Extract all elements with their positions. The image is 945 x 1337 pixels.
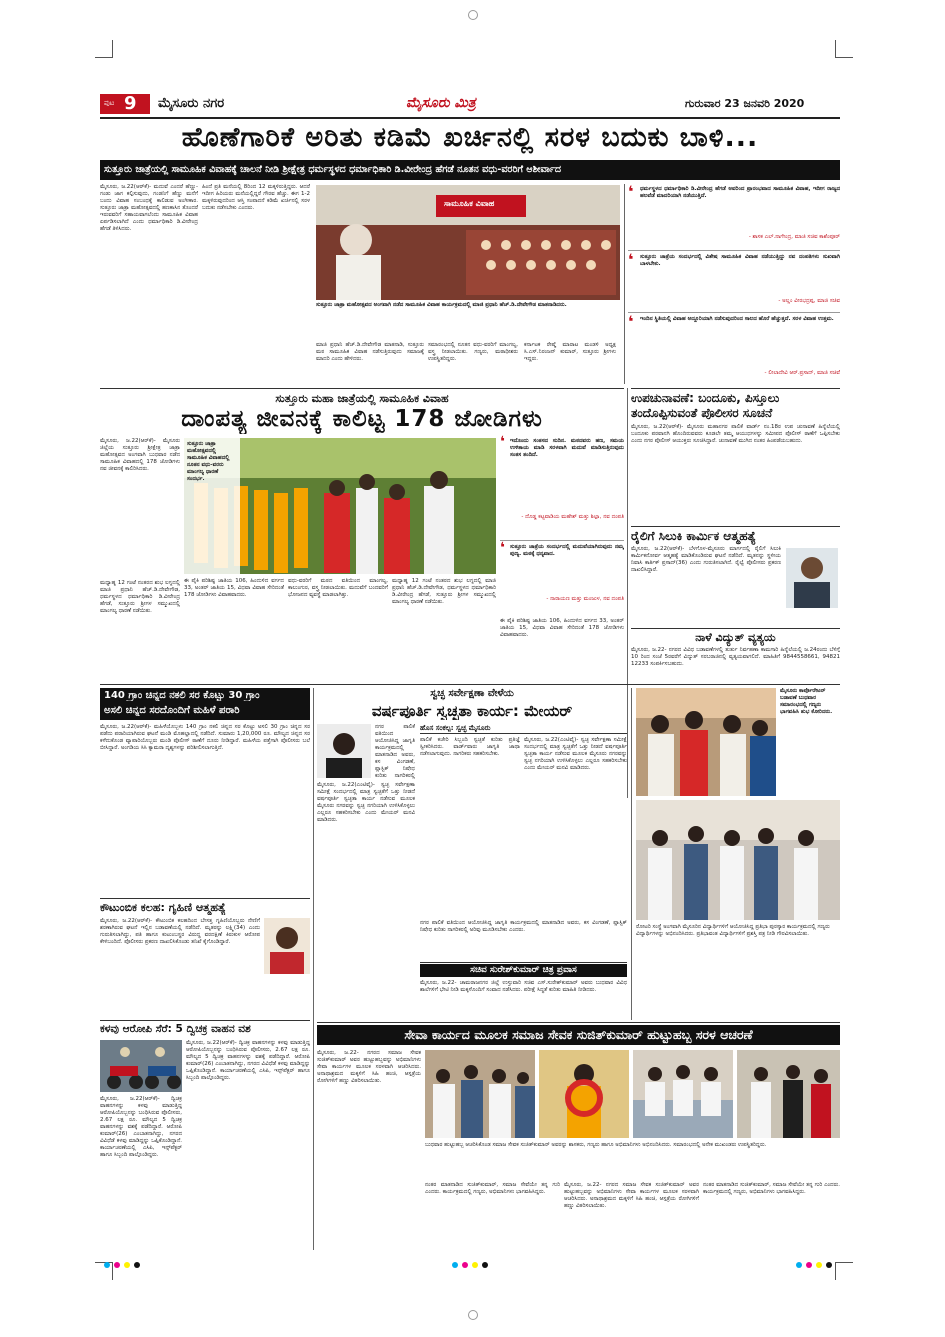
theft-body: ಮೈಸೂರು, ಜ.22(ಆರ್‌ಕೆ)- ದ್ವಿಚಕ್ರ ವಾಹನಗಳನ್ನು ಕಳವು ಮಾಡುತ್ತಿದ್ದ ಆರೋಪಿಯೊಬ್ಬನನ್ನು ಬಂಧಿಸಿರುವ ಪೊಲೀಸರು, 2.67 ಲಕ್ಷ ರೂ. ಮೌಲ್ಯದ 5 ದ್ವಿಚಕ್ರ ವಾಹನಗಳನ್ನು ವಶಕ್ಕೆ ಪಡೆದಿದ್ದಾರೆ. ಆರೋಪಿ ಕುಮಾರ್(26) ಎಂಬಾತನಾಗಿದ್ದು, ನಗರದ ವಿವಿಧೆಡೆ ಕಳವು ಮಾಡಿದ್ದನ್ನು ಒಪ್ಪಿಕೊಂಡಿದ್ದಾನೆ. ಕಾರ್ಯಾಚರಣೆಯಲ್ಲಿ ಎಸಿಪಿ, ಇನ್ಸ್‌ಪೆಕ್ಟರ್ ಹಾಗೂ ಸಿಬ್ಬಂದಿ ಪಾಲ್ಗೊಂಡಿದ್ದರು.	[186, 1040, 310, 1081]
crop-mark-bottom-right	[835, 1262, 853, 1280]
mayor-box-body: ಪಾಲಿಕೆ ಕಚೇರಿ ಸಿಬ್ಬಂದಿ ಸ್ವಚ್ಛತೆ ಕುರಿತು ಪ್ರತಿಜ್ಞೆ ಸ್ವೀಕರಿಸಿದರು. ವಾರ್ಡ್‌ವಾರು ಜಾಗೃತಿ ಜಾಥಾ ನಡೆಸಲಾಗುವುದು. ನಾಗರಿಕರು ಸಹಕರಿಸಬೇಕು.	[420, 737, 520, 757]
story2-quote-1-by: - ದೊಡ್ಡ ಕಟ್ಟವಾಡಿಯ ಮಹೇಶ್ ಮತ್ತು ಶಿಲ್ಪಾ, ನವ ದಂಪತಿ	[521, 514, 624, 520]
section-rule-5	[420, 962, 627, 963]
lead-photo	[316, 185, 620, 300]
crop-mark-top-right	[835, 40, 853, 58]
suicide-headline: ರೈಲಿಗೆ ಸಿಲುಕಿ ಕಾರ್ಮಿಕ ಆತ್ಮಹತ್ಯೆ	[631, 529, 757, 543]
police-headline-2: ತಂದೊಪ್ಪಿಸುವಂತೆ ಪೊಲೀಸರ ಸೂಚನೆ	[631, 406, 773, 420]
bikes-photo-art	[100, 1040, 182, 1092]
mayor-kicker: ಸ್ವಚ್ಛ ಸರ್ವೇಕ್ಷಣಾ ವೇಳೆಯ	[430, 688, 514, 699]
lead-body-col-2: ಹಿಂದೆ ಪ್ರತಿ ಮನೆಯಲ್ಲಿ 8ರಿಂದ 12 ಮಕ್ಕಳಿರುತ್ತಿದ್ದರು. ಆದರೆ ಇದೀಗ ಹಿರಿಯರು ಮನೆಯಲ್ಲಿದ್ದರೆ ಗೌರವ ಹೆಚ್ಚು. ಈಗ 1-2 ಮಕ್ಕಳಿರುವುದರಿಂದ ಆಸ್ತಿ ಸಂಪಾದನೆ ಕಡಿಮೆ ಖರ್ಚಿನಲ್ಲಿ ಸರಳ ಬದುಕು ನಡೆಸಬೇಕು ಎಂದರು.	[202, 184, 310, 211]
section-rule-6	[317, 1022, 840, 1023]
lead-quote-2-text: ಸುತ್ತೂರು ಜಾತ್ರೆಯ ಸಂದರ್ಭದಲ್ಲಿ ವಿಶೇಷ ಸಾಮೂಹಿಕ ವಿವಾಹ ನಡೆಯುತ್ತಿದ್ದು ನವ ದಂಪತಿಗಳು ಸುಖವಾಗಿ ಬಾಳಬೇಕು.	[640, 254, 840, 267]
story2-body-col-1b: ಮಧ್ಯಾಹ್ನ 12 ಗಂಟೆ ನಂತರದ ಶುಭ ಲಗ್ನದಲ್ಲಿ ಮಾಜಿ ಪ್ರಧಾನಿ ಹೆಚ್.ಡಿ.ದೇವೇಗೌಡ, ಧರ್ಮಸ್ಥಳದ ಧರ್ಮಾಧಿಕಾರಿ ಡಿ.ವೀರೇಂದ್ರ ಹೆಗಡೆ, ಸುತ್ತೂರು ಶ್ರೀಗಳ ಸಮ್ಮುಖದಲ್ಲಿ ಮಾಂಗಲ್ಯ ಧಾರಣೆ ನಡೆಯಿತು.	[100, 580, 180, 614]
right-photo-2-caption: ರೋಟರಿ ಸಂಸ್ಥೆ ಅಂಗವಾಗಿ ಮೈಸೂರಿನ ವಿದ್ಯಾರ್ಥಿಗಳಿಗೆ ಆಯೋಜಿಸಿದ್ದ ಪ್ರತಿಭಾ ಪುರಸ್ಕಾರ ಕಾರ್ಯಕ್ರಮದಲ್ಲಿ ಗಣ್ಯರು ವಿದ್ಯಾರ್ಥಿಗಳನ್ನು ಅಭಿನಂದಿಸಿದರು. ಪ್ರತಿಭಾವಂತ ವಿದ್ಯಾರ್ಥಿಗಳಿಗೆ ಪ್ರಶಸ್ತಿ ಪತ್ರ ನೀಡಿ ಗೌರವಿಸಲಾಯಿತು.	[636, 924, 830, 937]
lead-quote-3-by: - ಲೀಲಾದೇವಿ ಆರ್.ಪ್ರಸಾದ್, ಮಾಜಿ ಸಚಿವೆ	[764, 370, 840, 376]
gold-body: ಮೈಸೂರು, ಜ.22(ಆರ್‌ಕೆ)- ಮಹಿಳೆಯೊಬ್ಬಳು 140 ಗ್ರಾಂ ನಕಲಿ ಚಿನ್ನದ ಸರ ಕೊಟ್ಟು ಅಸಲಿ 30 ಗ್ರಾಂ ಚಿನ್ನದ ಸರ ಪಡೆದು ಪರಾರಿಯಾಗಿರುವ ಘಟನೆ ಮಂಡಿ ಮೊಹಲ್ಲಾದಲ್ಲಿ ನಡೆದಿದೆ. ಸುಮಾರು 1,20,000 ರೂ. ಮೌಲ್ಯದ ಚಿನ್ನದ ಸರ ಕಳೆದುಕೊಂಡ ವ್ಯಾಪಾರಿಯೊಬ್ಬರು ಮಂಡಿ ಪೊಲೀಸ್ ಠಾಣೆಗೆ ದೂರು ನೀಡಿದ್ದಾರೆ. ಮಹಿಳೆಯ ಪತ್ತೆಗಾಗಿ ಪೊಲೀಸರು ಬಲೆ ಬೀಸಿದ್ದಾರೆ. ಅಂಗಡಿಯ ಸಿಸಿ ಕ್ಯಾಮರಾ ದೃಶ್ಯಗಳನ್ನು ಪರಿಶೀಲಿಸಲಾಗುತ್ತಿದೆ.	[100, 724, 310, 751]
right-column-divider-2	[631, 688, 632, 1020]
quote-mark-icon: ❛	[628, 182, 634, 201]
bottom-photo-4	[737, 1050, 840, 1138]
lead-quote-3	[628, 312, 840, 382]
person-photo-art	[264, 918, 310, 974]
artist-body: ಮೈಸೂರು, ಜ.22- ಚಾಮರಾಜನಗರ ಜಿಲ್ಲೆ ಉಸ್ತುವಾರಿ ಸಚಿವ ಎಸ್.ಸುರೇಶ್‌ಕುಮಾರ್ ಅವರು ಬುಧವಾರ ವಿವಿಧ ಶಾಲೆಗಳಿಗೆ ಭೇಟಿ ನೀಡಿ ಮಕ್ಕಳೊಂದಿಗೆ ಸಂವಾದ ನಡೆಸಿದರು. ಪರೀಕ್ಷೆ ಸಿದ್ಧತೆ ಕುರಿತು ಮಾಹಿತಿ ನೀಡಿದರು.	[420, 980, 627, 993]
lead-subheadline: ಸುತ್ತೂರು ಜಾತ್ರೆಯಲ್ಲಿ ಸಾಮೂಹಿಕ ವಿವಾಹಕ್ಕೆ ಚಾಲನೆ ನೀಡಿ ಶ್ರೀಕ್ಷೇತ್ರ ಧರ್ಮಸ್ಥಳದ ಧರ್ಮಾಧಿಕಾರಿ ಡಿ.ವೀರೇಂದ್ರ ಹೆಗಡೆ ನೂತನ ವಧು-ವರರಿಗೆ ಆಶೀರ್ವಾದ	[100, 160, 840, 180]
masthead-rule	[100, 117, 840, 119]
bottom-photo-2	[539, 1050, 629, 1138]
color-bar-right	[796, 1262, 836, 1268]
artist-headline: ಸಚಿವ ಸುರೇಶ್‌ಕುಮಾರ್ ಚಿತ್ರ ಪ್ರವಾಸ	[420, 964, 627, 977]
theft-body-2: ಮೈಸೂರು, ಜ.22(ಆರ್‌ಕೆ)- ದ್ವಿಚಕ್ರ ವಾಹನಗಳನ್ನು ಕಳವು ಮಾಡುತ್ತಿದ್ದ ಆರೋಪಿಯೊಬ್ಬನನ್ನು ಬಂಧಿಸಿರುವ ಪೊಲೀಸರು, 2.67 ಲಕ್ಷ ರೂ. ಮೌಲ್ಯದ 5 ದ್ವಿಚಕ್ರ ವಾಹನಗಳನ್ನು ವಶಕ್ಕೆ ಪಡೆದಿದ್ದಾರೆ. ಆರೋಪಿ ಕುಮಾರ್(26) ಎಂಬಾತನಾಗಿದ್ದು, ನಗರದ ವಿವಿಧೆಡೆ ಕಳವು ಮಾಡಿದ್ದನ್ನು ಒಪ್ಪಿಕೊಂಡಿದ್ದಾನೆ. ಕಾರ್ಯಾಚರಣೆಯಲ್ಲಿ ಎಸಿಪಿ, ಇನ್ಸ್‌ಪೆಕ್ಟರ್ ಹಾಗೂ ಸಿಬ್ಬಂದಿ ಪಾಲ್ಗೊಂಡಿದ್ದರು.	[100, 1096, 182, 1158]
event-photo-art	[636, 800, 840, 920]
section-rule-right-3	[631, 628, 840, 629]
story2-side-caption-box	[184, 438, 240, 574]
sweets-photo-art	[737, 1050, 840, 1138]
left-column-divider	[313, 688, 314, 1250]
story2-side-caption: ಸುತ್ತೂರು ಜಾತ್ರಾ ಮಹೋತ್ಸವದಲ್ಲಿ ಸಾಮೂಹಿಕ ವಿವಾಹದಲ್ಲಿ ನೂತನ ವಧು-ವರರು ಮಾಂಗಲ್ಯ ಧಾರಣೆ ಸಂದರ್ಭ.	[187, 441, 230, 482]
story2-body-col-3: ವಧು-ವರರಿಗೆ ಮಠದ ವತಿಯಿಂದ ಮಾಂಗಲ್ಯ, ಕಾಲುಂಗುರ, ವಸ್ತ್ರ ನೀಡಲಾಯಿತು. ಮದುವೆಗೆ ಬಂದವರಿಗೆ ಭೋಜನದ ವ್ಯವಸ್ಥೆ ಮಾಡಲಾಗಿತ್ತು.	[288, 578, 388, 598]
section-rule-right-2	[631, 526, 840, 527]
page-number: 9	[124, 93, 137, 114]
registration-mark-top	[468, 10, 478, 20]
lead-quote-3-text: ಇಂದಿನ ಸ್ಥಿತಿಯಲ್ಲಿ ವಿವಾಹ ಅದ್ದೂರಿಯಾಗಿ ನಡೆಸುವುದರಿಂದ ಸಾಲದ ಹೊರೆ ಹೆಚ್ಚುತ್ತದೆ. ಸರಳ ವಿವಾಹ ಉತ್ತಮ.	[640, 316, 834, 322]
lead-quote-2-by: - ಅಲ್ಲಂ ವೀರಭದ್ರಪ್ಪ, ಮಾಜಿ ಸಚಿವ	[778, 298, 840, 304]
right-photo-1-caption: ಮೈಸೂರು ಕಾರ್ಪೊರೇಟರ್ ಬಡಾವಣೆ ಬುಧವಾರ ಸಮಾರಂಭದಲ್ಲಿ ಗಣ್ಯರು ಭಾಗವಹಿಸಿ ಶುಭ ಕೋರಿದರು.	[780, 688, 833, 715]
section-rule-2	[100, 684, 840, 685]
bottom-body-2: ನಂತರ ಮಾತನಾಡಿದ ಸುಜಿತ್‌ಕುಮಾರ್, ಸಮಾಜ ಸೇವೆಯೇ ತನ್ನ ಗುರಿ ಎಂದರು. ಕಾರ್ಯಕ್ರಮದಲ್ಲಿ ಗಣ್ಯರು, ಅಭಿಮಾನಿಗಳು ಭಾಗವಹಿಸಿದ್ದರು.	[425, 1182, 560, 1195]
right-photo-1	[636, 688, 776, 796]
page-number-badge	[100, 94, 150, 114]
color-bar-left	[104, 1262, 144, 1268]
story2-quote-2-by: - ನಾರಾಯಣ ಮತ್ತು ಮಂಜುಳ, ನವ ದಂಪತಿ	[546, 596, 624, 602]
gold-headline-1: 140 ಗ್ರಾಂ ಚಿನ್ನದ ನಕಲಿ ಸರ ಕೊಟ್ಟು 30 ಗ್ರಾಂ	[104, 690, 260, 701]
color-bar-center	[452, 1262, 492, 1268]
lead-photo-caption: ಸುತ್ತೂರು ಜಾತ್ರಾ ಮಹೋತ್ಸವದ ಅಂಗವಾಗಿ ನಡೆದ ಸಾಮೂಹಿಕ ವಿವಾಹ ಕಾರ್ಯಕ್ರಮದಲ್ಲಿ ಮಾಜಿ ಪ್ರಧಾನಿ ಹೆಚ್.ಡಿ.ದೇವೇಗೌಡ ಮಾತನಾಡಿದರು.	[316, 302, 567, 308]
lead-quote-1-by: - ಶಾಸಕ ಎಲ್.ನಾಗೇಂದ್ರ, ಮಾಜಿ ಸಚಿವ ಕಾಶೆಂಪೂರ್	[748, 234, 840, 240]
hospital-photo-art	[633, 1050, 733, 1138]
registration-mark-bottom	[468, 1310, 478, 1320]
bottom-photo-1	[425, 1050, 535, 1138]
gold-headline-box	[100, 688, 310, 720]
section-rule-1	[100, 388, 624, 389]
story2-quote-2-text: ಸುತ್ತೂರು ಜಾತ್ರೆಯ ಸಂದರ್ಭದಲ್ಲಿ ಮದುವೆಯಾಗಿರುವುದು ನಮ್ಮ ಪುಣ್ಯ. ಮಠಕ್ಕೆ ಧನ್ಯವಾದ.	[510, 544, 624, 557]
story2-body-col-2: ಈ ಪೈಕಿ ಪರಿಶಿಷ್ಟ ಜಾತಿಯ 106, ಹಿಂದುಳಿದ ವರ್ಗದ 33, ಅಂತರ್ ಜಾತಿಯ 15, ವಿಧವಾ ವಿವಾಹ ಸೇರಿದಂತೆ 178 ಜೋಡಿಗಳು ವಿವಾಹವಾದರು.	[184, 578, 284, 598]
right-photo-2	[636, 800, 840, 920]
story2-kicker: ಸುತ್ತೂರು ಮಹಾ ಜಾತ್ರೆಯಲ್ಲಿ ಸಾಮೂಹಿಕ ವಿವಾಹ	[275, 392, 449, 405]
section-title: ಮೈಸೂರು ನಗರ	[158, 96, 225, 111]
mayor-body-1: ಮೈಸೂರು, ಜ.22(ಎಂಟಿವೈ)- ಸ್ವಚ್ಛ ಸರ್ವೇಕ್ಷಣಾ ಸಮೀಕ್ಷೆ ಸಂದರ್ಭದಲ್ಲಿ ಮಾತ್ರ ಸ್ವಚ್ಛತೆಗೆ ಒತ್ತು ನೀಡದೆ ವರ್ಷಪೂರ್ತಿ ಸ್ವಚ್ಛತಾ ಕಾರ್ಯ ನಡೆಸುವ ಮೂಲಕ ಮೈಸೂರು ನಗರವನ್ನು ಸ್ವಚ್ಛ ನಗರಿಯಾಗಿ ಉಳಿಸಿಕೊಳ್ಳಲು ಎಲ್ಲರೂ ಸಹಕರಿಸಬೇಕು ಎಂದು ಮೇಯರ್ ಮನವಿ ಮಾಡಿದರು.	[317, 782, 415, 823]
section-rule-3	[100, 898, 310, 899]
bottom-body-4: ನಂತರ ಮಾತನಾಡಿದ ಸುಜಿತ್‌ಕುಮಾರ್, ಸಮಾಜ ಸೇವೆಯೇ ತನ್ನ ಗುರಿ ಎಂದರು. ಕಾರ್ಯಕ್ರಮದಲ್ಲಿ ಗಣ್ಯರು, ಅಭಿಮಾನಿಗಳು ಭಾಗವಹಿಸಿದ್ದರು.	[703, 1182, 840, 1195]
paper-name: ಮೈಸೂರು ಮಿತ್ರ	[406, 95, 476, 111]
lead-body-col-5: ಕರ್ನಾಟಕ ರೇಷ್ಮೆ ಮಾರಾಟ ಮಂಡಳಿ ಅಧ್ಯಕ್ಷ ಸಿ.ಎಸ್.ನಿರಂಜನ್ ಕುಮಾರ್, ಸುತ್ತೂರು ಶ್ರೀಗಳು ಇದ್ದರು.	[524, 342, 616, 362]
mayor-box-title: ಹೊಸ ಸಂಕಲ್ಪ: ಸ್ವಚ್ಛ ಮೈಸೂರು	[420, 724, 627, 734]
lead-quote-2	[628, 250, 840, 310]
bottom-body: ಮೈಸೂರು, ಜ.22- ನಗರದ ಸಮಾಜ ಸೇವಕ ಸುಜಿತ್‌ಕುಮಾರ್ ಅವರ ಹುಟ್ಟುಹಬ್ಬವನ್ನು ಅಭಿಮಾನಿಗಳು ಸೇವಾ ಕಾರ್ಯಗಳ ಮೂಲಕ ಸರಳವಾಗಿ ಆಚರಿಸಿದರು. ಅನಾಥಾಶ್ರಮದ ಮಕ್ಕಳಿಗೆ ಸಿಹಿ ಹಂಚಿ, ಆಸ್ಪತ್ರೆಯ ರೋಗಿಗಳಿಗೆ ಹಣ್ಣು ವಿತರಿಸಲಾಯಿತು.	[317, 1050, 421, 1084]
crop-mark-top-left	[95, 40, 113, 58]
lead-headline: ಹೊಣೆಗಾರಿಕೆ ಅರಿತು ಕಡಿಮೆ ಖರ್ಚಿನಲ್ಲಿ ಸರಳ ಬದುಕು ಬಾಳಿ...	[181, 122, 759, 153]
suicide-victim-photo	[786, 548, 838, 608]
quote-mark-icon: ❛	[500, 434, 505, 450]
family-victim-photo	[264, 918, 310, 974]
mayor-body-4: ನಗರ ಪಾಲಿಕೆ ವತಿಯಿಂದ ಆಯೋಜಿಸಿದ್ದ ಜಾಗೃತಿ ಕಾರ್ಯಕ್ರಮದಲ್ಲಿ ಮಾತನಾಡಿದ ಅವರು, ಕಸ ವಿಂಗಡಣೆ, ಪ್ಲಾಸ್ಟಿಕ್ ನಿಷೇಧ ಕುರಿತು ನಾಗರಿಕರಲ್ಲಿ ಅರಿವು ಮೂಡಿಸಬೇಕು ಎಂದರು.	[420, 920, 627, 933]
quote-rule-2	[628, 312, 840, 313]
group-photo-art	[425, 1050, 535, 1138]
masthead	[100, 94, 840, 116]
bottom-headline: ಸೇವಾ ಕಾರ್ಯದ ಮೂಲಕ ಸಮಾಜ ಸೇವಕ ಸುಜಿತ್‌ಕುಮಾರ್ ಹುಟ್ಟುಹಬ್ಬ ಸರಳ ಆಚರಣೆ	[317, 1025, 840, 1045]
quote-mark-icon: ❛	[628, 312, 634, 331]
mayor-body-2: ನಗರ ಪಾಲಿಕೆ ವತಿಯಿಂದ ಆಯೋಜಿಸಿದ್ದ ಜಾಗೃತಿ ಕಾರ್ಯಕ್ರಮದಲ್ಲಿ ಮಾತನಾಡಿದ ಅವರು, ಕಸ ವಿಂಗಡಣೆ, ಪ್ಲಾಸ್ಟಿಕ್ ನಿಷೇಧ ಕುರಿತು ನಾಗರಿಕರಲ್ಲಿ	[375, 724, 415, 779]
lead-body-col-3: ಮಾಜಿ ಪ್ರಧಾನಿ ಹೆಚ್.ಡಿ.ದೇವೇಗೌಡ ಮಾತನಾಡಿ, ಸುತ್ತೂರು ಮಠ ಸಾಮೂಹಿಕ ವಿವಾಹ ನಡೆಸುತ್ತಿರುವುದು ಸಮಾಜಕ್ಕೆ ಮಾದರಿ ಎಂದು ಹೇಳಿದರು.	[316, 342, 424, 362]
quote-rule-1	[628, 250, 840, 251]
mayor-body-3: ಮೈಸೂರು, ಜ.22(ಎಂಟಿವೈ)- ಸ್ವಚ್ಛ ಸರ್ವೇಕ್ಷಣಾ ಸಮೀಕ್ಷೆ ಸಂದರ್ಭದಲ್ಲಿ ಮಾತ್ರ ಸ್ವಚ್ಛತೆಗೆ ಒತ್ತು ನೀಡದೆ ವರ್ಷಪೂರ್ತಿ ಸ್ವಚ್ಛತಾ ಕಾರ್ಯ ನಡೆಸುವ ಮೂಲಕ ಮೈಸೂರು ನಗರವನ್ನು ಸ್ವಚ್ಛ ನಗರಿಯಾಗಿ ಉಳಿಸಿಕೊಳ್ಳಲು ಎಲ್ಲರೂ ಸಹಕರಿಸಬೇಕು ಎಂದು ಮೇಯರ್ ಮನವಿ ಮಾಡಿದರು.	[524, 737, 627, 771]
issue-date: ಗುರುವಾರ 23 ಜನವರಿ 2020	[685, 97, 805, 110]
gold-headline-2: ಅಸಲಿ ಚಿನ್ನದ ಸರದೊಂದಿಗೆ ಮಹಿಳೆ ಪರಾರಿ	[104, 705, 240, 716]
suicide-body: ಮೈಸೂರು, ಜ.22(ಆರ್‌ಕೆ)- ಬೆಳಗೊಳ-ಮೈಸೂರು ಮಾರ್ಗದಲ್ಲಿ ರೈಲಿಗೆ ಸಿಲುಕಿ ಕಾರ್ಮಿಕನೋರ್ವ ಆತ್ಮಹತ್ಯೆ ಮಾಡಿಕೊಂಡಿರುವ ಘಟನೆ ನಡೆದಿದೆ. ಮೃತನನ್ನು ಸ್ಥಳೀಯ ನಿವಾಸಿ ಕಾರ್ತಿಕ್ ಪ್ರಸಾದ್(36) ಎಂದು ಗುರುತಿಸಲಾಗಿದೆ. ರೈಲ್ವೆ ಪೊಲೀಸರು ಪ್ರಕರಣ ದಾಖಲಿಸಿದ್ದಾರೆ.	[631, 546, 781, 573]
garland-photo-art	[539, 1050, 629, 1138]
story2-quote-2	[500, 540, 624, 614]
person-photo-art	[786, 548, 838, 608]
theft-photo	[100, 1040, 182, 1092]
story2-headline: ದಾಂಪತ್ಯ ಜೀವನಕ್ಕೆ ಕಾಲಿಟ್ಟ 178 ಜೋಡಿಗಳು	[181, 406, 543, 432]
mayor-photo	[317, 724, 371, 778]
lead-photo-banner: ಸಾಮೂಹಿಕ ವಿವಾಹ	[444, 199, 495, 208]
power-headline: ನಾಳೆ ವಿದ್ಯುತ್ ವ್ಯತ್ಯಯ	[695, 631, 776, 644]
lead-right-divider	[624, 184, 625, 384]
group-photo-art	[636, 688, 776, 796]
lead-body-col-1: ಮೈಸೂರು, ಜ.22(ಆರ್‌ಕೆ)- ಮದುವೆ ಎಂದರೆ ಹೆಣ್ಣು-ಗಂಡು ಜಾಗ ಕಲ್ಪಿಸುವುದು, ಗಂಡನಿಗೆ ಹೆಣ್ಣು ಮನೆಗೆ ಬಂದು ವಿವಾಹ ಸಂಬಂಧಕ್ಕೆ ಕಾಲಿಡುವ ಅಂಗೀಕಾರ. ಸುತ್ತೂರು ಜಾತ್ರಾ ಮಹೋತ್ಸವದಲ್ಲಿ ಹಣಕಾಸಿನ ತೊಂದರೆ ಇರುವವರಿಗೆ ಸಹಾಯವಾಗಲೆಂದು ಸಾಮೂಹಿಕ ವಿವಾಹ ಏರ್ಪಡಿಸಲಾಗಿದೆ ಎಂದು ಧರ್ಮಾಧಿಕಾರಿ ಡಿ.ವೀರೇಂದ್ರ ಹೆಗಡೆ ತಿಳಿಸಿದರು.	[100, 184, 198, 232]
quote-mark-icon: ❛	[500, 540, 505, 556]
section-rule-4	[100, 1020, 310, 1021]
story2-body-col-5: ಈ ಪೈಕಿ ಪರಿಶಿಷ್ಟ ಜಾತಿಯ 106, ಹಿಂದುಳಿದ ವರ್ಗದ 33, ಅಂತರ್ ಜಾತಿಯ 15, ವಿಧವಾ ವಿವಾಹ ಸೇರಿದಂತೆ 178 ಜೋಡಿಗಳು ವಿವಾಹವಾದರು.	[500, 618, 624, 638]
quote-mark-icon: ❛	[628, 250, 634, 269]
bottom-body-3: ಮೈಸೂರು, ಜ.22- ನಗರದ ಸಮಾಜ ಸೇವಕ ಸುಜಿತ್‌ಕುಮಾರ್ ಅವರ ಹುಟ್ಟುಹಬ್ಬವನ್ನು ಅಭಿಮಾನಿಗಳು ಸೇವಾ ಕಾರ್ಯಗಳ ಮೂಲಕ ಸರಳವಾಗಿ ಆಚರಿಸಿದರು. ಅನಾಥಾಶ್ರಮದ ಮಕ್ಕಳಿಗೆ ಸಿಹಿ ಹಂಚಿ, ಆಸ್ಪತ್ರೆಯ ರೋಗಿಗಳಿಗೆ ಹಣ್ಣು ವಿತರಿಸಲಾಯಿತು.	[564, 1182, 699, 1209]
lead-body-col-4: ಸಮಾರಂಭದಲ್ಲಿ ನೂತನ ವಧು-ವರರಿಗೆ ಮಾಂಗಲ್ಯ, ವಸ್ತ್ರ ನೀಡಲಾಯಿತು. ಗಣ್ಯರು, ಮಠಾಧೀಶರು ಉಪಸ್ಥಿತರಿದ್ದರು.	[428, 342, 518, 362]
police-body: ಮೈಸೂರು, ಜ.22(ಆರ್‌ಕೆ)- ಮೈಸೂರು ಮಹಾನಗರ ಪಾಲಿಕೆ ವಾರ್ಡ್ ನಂ.18ರ ಉಪ ಚುನಾವಣೆ ಹಿನ್ನೆಲೆಯಲ್ಲಿ ಬಂದೂಕು ಪರವಾನಗಿ ಹೊಂದಿರುವವರು ಕೂಡಲೇ ತಮ್ಮ ಆಯುಧಗಳನ್ನು ಸಮೀಪದ ಪೊಲೀಸ್ ಠಾಣೆಗೆ ಒಪ್ಪಿಸಬೇಕು ಎಂದು ನಗರ ಪೊಲೀಸ್ ಆಯುಕ್ತರು ಸೂಚಿಸಿದ್ದಾರೆ. ಚುನಾವಣೆ ಮುಗಿದ ನಂತರ ಹಿಂಪಡೆಯಬಹುದು.	[631, 424, 840, 444]
bottom-caption: ಬುಧವಾರ ಹುಟ್ಟುಹಬ್ಬ ಆಚರಿಸಿಕೊಂಡ ಸಮಾಜ ಸೇವಕ ಸುಜಿತ್‌ಕುಮಾರ್ ಅವರನ್ನು ಶಾಸಕರು, ಗಣ್ಯರು ಹಾಗೂ ಅಭಿಮಾನಿಗಳು ಅಭಿನಂದಿಸಿದರು. ಸಮಾರಂಭದಲ್ಲಿ ಅನೇಕ ಮುಖಂಡರು ಉಪಸ್ಥಿತರಿದ್ದರು.	[425, 1142, 767, 1148]
theft-headline: ಕಳವು ಆರೋಪಿ ಸೆರೆ: 5 ದ್ವಿಚಕ್ರ ವಾಹನ ವಶ	[100, 1023, 251, 1035]
family-headline: ಕೌಟುಂಬಿಕ ಕಲಹ: ಗೃಹಿಣಿ ಆತ್ಮಹತ್ಯೆ	[100, 901, 226, 914]
right-column-divider	[627, 388, 628, 798]
lead-quote-1-text: ಧರ್ಮಸ್ಥಳದ ಧರ್ಮಾಧಿಕಾರಿ ಡಿ.ವೀರೇಂದ್ರ ಹೆಗಡೆ ಅವರಿಂದ ಪ್ರಾರಂಭವಾದ ಸಾಮೂಹಿಕ ವಿವಾಹ, ಇದೀಗ ರಾಜ್ಯದ ಹಲವೆಡೆ ಮಾದರಿಯಾಗಿ ನಡೆಯುತ್ತಿದೆ.	[640, 186, 840, 199]
story2-body-col-4: ಮಧ್ಯಾಹ್ನ 12 ಗಂಟೆ ನಂತರದ ಶುಭ ಲಗ್ನದಲ್ಲಿ ಮಾಜಿ ಪ್ರಧಾನಿ ಹೆಚ್.ಡಿ.ದೇವೇಗೌಡ, ಧರ್ಮಸ್ಥಳದ ಧರ್ಮಾಧಿಕಾರಿ ಡಿ.ವೀರೇಂದ್ರ ಹೆಗಡೆ, ಸುತ್ತೂರು ಶ್ರೀಗಳ ಸಮ್ಮುಖದಲ್ಲಿ ಮಾಂಗಲ್ಯ ಧಾರಣೆ ನಡೆಯಿತು.	[392, 578, 496, 605]
story2-quote-1	[500, 434, 624, 538]
bottom-photo-3	[633, 1050, 733, 1138]
story2-body-col-1: ಮೈಸೂರು, ಜ.22(ಆರ್‌ಕೆ)- ಮೈಸೂರು ಜಿಲ್ಲೆಯ ಸುತ್ತೂರು ಶ್ರೀಕ್ಷೇತ್ರ ಜಾತ್ರಾ ಮಹೋತ್ಸವದ ಅಂಗವಾಗಿ ಬುಧವಾರ ನಡೆದ ಸಾಮೂಹಿಕ ವಿವಾಹದಲ್ಲಿ 178 ಜೋಡಿಗಳು ನವ ಜೀವನಕ್ಕೆ ಕಾಲಿರಿಸಿದರು.	[100, 438, 180, 472]
mayor-headline: ವರ್ಷಪೂರ್ತಿ ಸ್ವಚ್ಛತಾ ಕಾರ್ಯ: ಮೇಯರ್	[371, 702, 573, 720]
family-body: ಮೈಸೂರು, ಜ.22(ಆರ್‌ಕೆ)- ಕೌಟುಂಬಿಕ ಕಲಹದಿಂದ ಬೇಸತ್ತ ಗೃಹಿಣಿಯೊಬ್ಬರು ನೇಣಿಗೆ ಶರಣಾಗಿರುವ ಘಟನೆ ಇಲ್ಲಿನ ಬಡಾವಣೆಯಲ್ಲಿ ನಡೆದಿದೆ. ಮೃತರನ್ನು ಲಕ್ಷ್ಮಿ(34) ಎಂದು ಗುರುತಿಸಲಾಗಿದ್ದು, ಪತಿ ಹಾಗೂ ಕುಟುಂಬಸ್ಥರ ವಿರುದ್ಧ ವರದಕ್ಷಿಣೆ ಕಿರುಕುಳ ಆರೋಪ ಕೇಳಿಬಂದಿದೆ. ಪೊಲೀಸರು ಪ್ರಕರಣ ದಾಖಲಿಸಿಕೊಂಡು ತನಿಖೆ ಕೈಗೊಂಡಿದ್ದಾರೆ.	[100, 918, 260, 945]
police-headline-1: ಉಪಚುನಾವಣೆ: ಬಂದೂಕು, ಪಿಸ್ತೂಲು	[631, 391, 780, 405]
lead-quote-1	[628, 182, 840, 248]
story2-quote-1-text: ಇದೊಂದು ಸಂತಸದ ಸುದಿನ. ಮಠದವರು ಹಣ, ಸಮಯ ಉಳಿತಾಯ ಮಾಡಿ ಸರಳವಾಗಿ ಮದುವೆ ಮಾಡಿಸುತ್ತಿರುವುದು ಸಂತಸ ತಂದಿದೆ.	[510, 438, 624, 458]
quote-rule-3	[500, 540, 624, 541]
power-body: ಮೈಸೂರು, ಜ.22- ನಗರದ ವಿವಿಧ ಬಡಾವಣೆಗಳಲ್ಲಿ ತುರ್ತು ನಿರ್ವಹಣಾ ಕಾಮಗಾರಿ ಹಿನ್ನೆಲೆಯಲ್ಲಿ ಜ.24ರಂದು ಬೆಳಿಗ್ಗೆ 10 ರಿಂದ ಸಂಜೆ 5ರವರೆಗೆ ವಿದ್ಯುತ್ ಸರಬರಾಜಿನಲ್ಲಿ ವ್ಯತ್ಯಯವಾಗಲಿದೆ. ಮಾಹಿತಿಗೆ 9844558661, 94821 12233 ಸಂಪರ್ಕಿಸಬಹುದು.	[631, 647, 840, 667]
person-photo-art	[317, 724, 371, 778]
page-label: ಪುಟ	[104, 99, 115, 107]
section-rule-right-1	[631, 388, 840, 389]
